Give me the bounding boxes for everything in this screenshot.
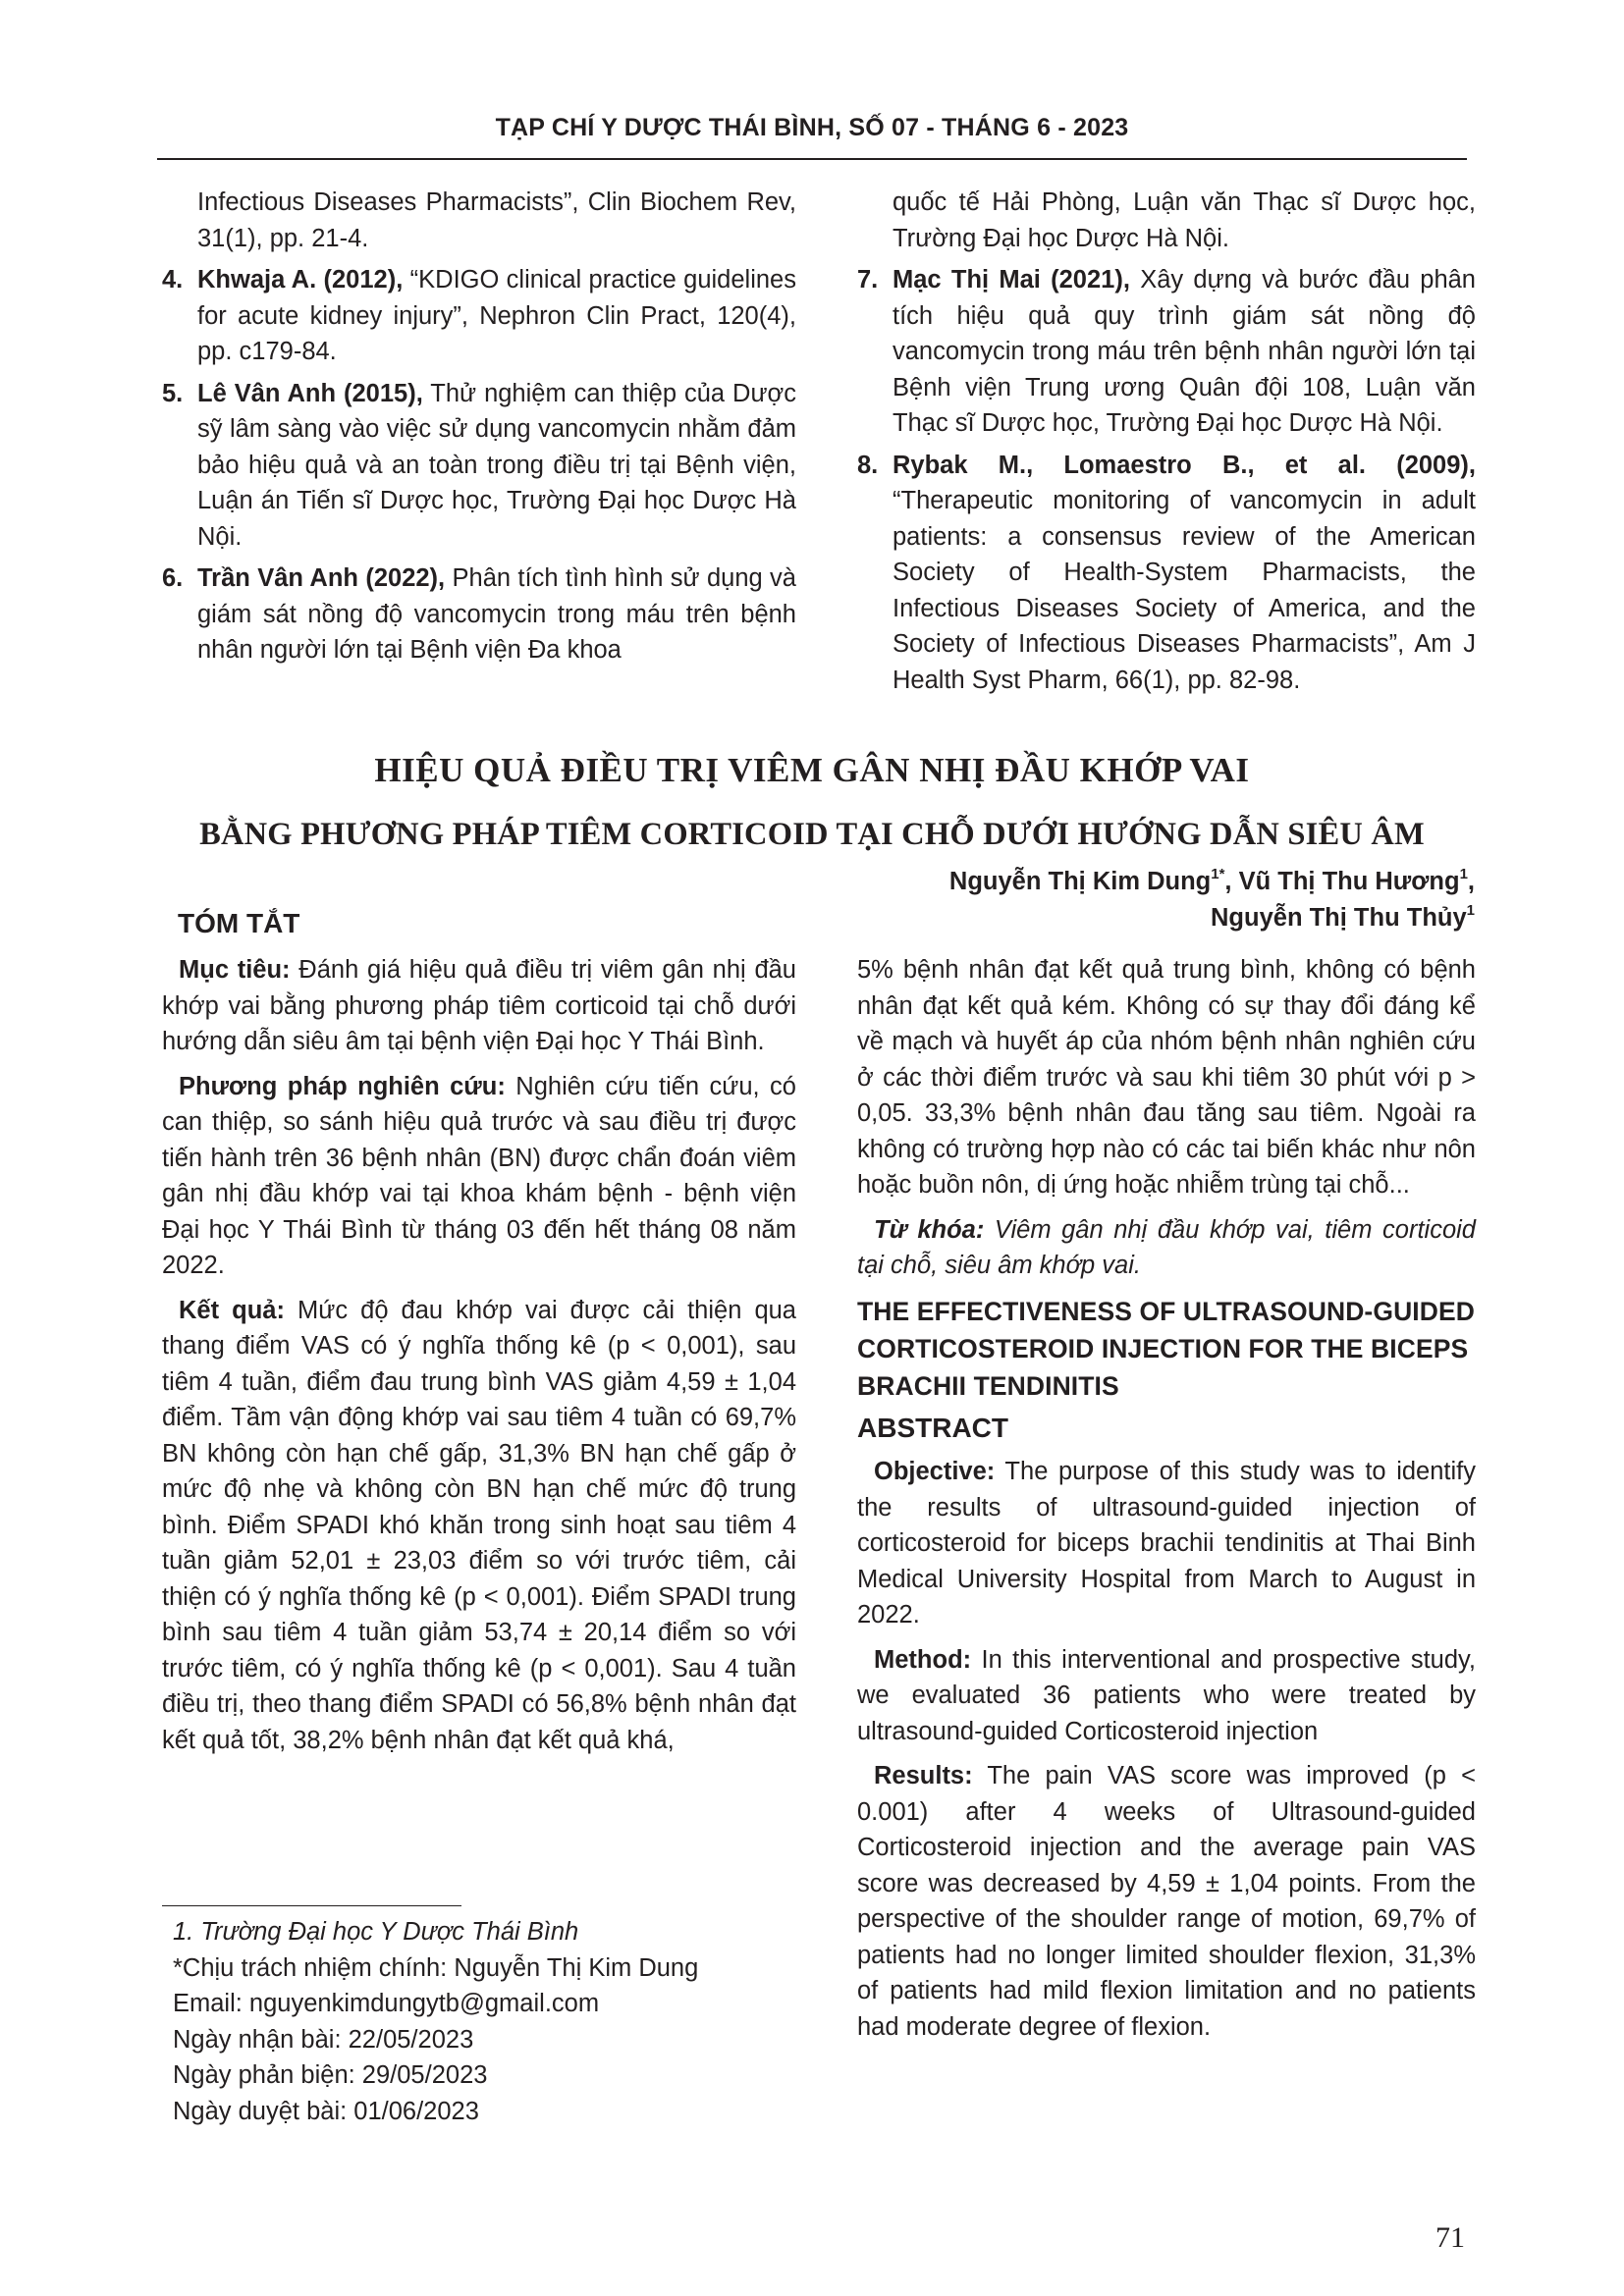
reference-item [857,262,1476,442]
method-text: Nghiên cứu tiến cứu, có can thiệp, so sánh hiệu quả trước và sau điều trị được tiến hành trên 36 bệnh nhân (BN) được chẩn đoán viêm gân nhị đầu khớp vai tại khoa khám bệnh - bệnh viện Đại học Y Thái Bình từ tháng 03 đến hết tháng 08 năm 2022. [162,1072,796,1279]
keywords-label: Từ khóa: [874,1215,985,1244]
reference-author: Rybak M., Lomaestro B., et al. (2009), [893,451,1476,479]
article-title-line-1: HIỆU QUẢ ĐIỀU TRỊ VIÊM GÂN NHỊ ĐẦU KHỚP VAI [374,751,1250,789]
reference-number: 6. [162,564,184,592]
abstract-results-label: Results: [874,1762,973,1789]
keywords [857,1212,1476,1284]
summary-results [162,1293,796,1759]
reference-author: Trần Vân Anh (2022), [197,564,446,592]
reference-text: Thử nghiệm can thiệp của Dược sỹ lâm sàng vào việc sử dụng vancomycin nhằm đảm bảo hiệu quả và an toàn trong điều trị tại Bệnh viện, Luận án Tiến sĩ Dược học, Trường Đại học Dược Hà Nội. [197,379,796,551]
header-rule [157,158,1467,160]
references-right [857,185,1476,704]
abstract-objective-text: The purpose of this study was to identify the results of ultrasound-guided injection of corticosteroid for biceps brachii tendinitis at Thai Binh Medical University Hospital from March to August in 2022. [857,1458,1476,1629]
abstract-objective [857,1454,1476,1633]
reference-number: 8. [857,451,879,479]
abstract-heading: ABSTRACT [857,1412,1008,1443]
reference-text: Xây dựng và bước đầu phân tích hiệu quả quy trình giám sát nồng độ vancomycin trong máu trên bệnh nhân người lớn tại Bệnh viện Trung ương Quân đội 108, Luận văn Thạc sĩ Dược học, Trường Đại học Dược Hà Nội. [893,266,1476,437]
abstract-method-label: Method: [874,1645,972,1674]
authors-line-1 [948,865,1475,896]
reference-author: Mạc Thị Mai (2021), [893,266,1130,294]
footnote-email: Email: nguyenkimdungytb@gmail.com [173,1990,600,2018]
reference-number: 5. [162,379,184,407]
author-name: Nguyễn Thị Kim Dung [948,868,1212,895]
footnote-reviewed: Ngày phản biện: 29/05/2023 [173,2061,488,2090]
reference-item [162,376,796,556]
english-title: THE EFFECTIVENESS OF ULTRASOUND-GUIDED CORTICOSTEROID INJECTION FOR THE BICEPS BRACHII TENDINITIS [857,1296,1476,1401]
running-header: TẠP CHÍ Y DƯỢC THÁI BÌNH, SỐ 07 - THÁNG 6 - 2023 [495,114,1129,141]
results-label: Kết quả: [179,1296,285,1324]
author-name: Nguyễn Thị Thu Thủy [1211,904,1467,932]
summary-heading: TÓM TẮT [178,908,300,938]
method-label: Phương pháp nghiên cứu: [179,1072,506,1100]
footnote-rule [162,1905,461,1906]
abstract-method [857,1642,1476,1750]
authors-line-2 [1211,901,1475,933]
summary-left-column [162,952,796,1767]
reference-item [162,561,796,668]
reference-number: 7. [857,266,879,294]
reference-item [162,262,796,370]
results-text-continued: 5% bệnh nhân đạt kết quả trung bình, không có bệnh nhân đạt kết quả kém. Không có sự thay đổi đáng kể về mạch và huyết áp của nhóm bệnh nhân nghiên cứu ở các thời điểm trước và sau khi tiêm 30 phút với p > 0,05. 33,3% bệnh nhân đau tăng sau tiêm. Ngoài ra không có trường hợp nào có các tai biến khác như nôn hoặc buồn nôn, dị ứng hoặc nhiễm trùng tại chỗ... [857,956,1476,1199]
abstract-results-text: The pain VAS score was improved (p < 0.001) after 4 weeks of Ultrasound-guided Corticosteroid injection and the average pain VAS score was decreased by 4,59 ± 1,04 points. From the perspective of the shoulder range of motion, 69,7% of patients had no longer limited shoulder flexion, 31,3% of patients had mild flexion limitation and no patients had moderate degree of flexion. [857,1762,1476,2041]
summary-results-continued [857,952,1476,1203]
reference-text: Phân tích tình hình sử dụng và giám sát nồng độ vancomycin trong máu trên bệnh nhân người lớn tại Bệnh viện Đa khoa [197,564,796,664]
abstract-objective-label: Objective: [874,1458,996,1485]
reference-text: Infectious Diseases Pharmacists”, Clin Biochem Rev, 31(1), pp. 21-4. [197,188,796,252]
reference-item [162,185,796,256]
summary-method [162,1069,796,1284]
footnote-affiliation: 1. Trường Đại học Y Dược Thái Bình [173,1918,579,1946]
reference-author: Lê Vân Anh (2015), [197,379,423,407]
reference-text: quốc tế Hải Phòng, Luận văn Thạc sĩ Dược học, Trường Đại học Dược Hà Nội. [893,188,1476,252]
results-text: Mức độ đau khớp vai được cải thiện qua thang điểm VAS có ý nghĩa thống kê (p < 0,001), sau tiêm 4 tuần, điểm đau trung bình VAS giảm 4,59 ± 1,04 điểm. Tầm vận động khớp vai sau tiêm 4 tuần có 69,7% BN không còn hạn chế gấp, 31,3% BN hạn chế gấp ở mức độ nhẹ và không còn BN hạn chế mức độ trung bình. Điểm SPADI khó khăn trong sinh hoạt sau tiêm 4 tuần giảm 52,01 ± 23,03 điểm so với trước tiêm, cải thiện có ý nghĩa thống kê (p < 0,001). Điểm SPADI trung bình sau tiêm 4 tuần giảm 53,74 ± 20,14 điểm so với trước tiêm, có ý nghĩa thống kê (p < 0,001). Sau 4 tuần điều trị, theo thang điểm SPADI có 56,8% bệnh nhân đạt kết quả tốt, 38,2% bệnh nhân đạt kết quả khá, [162,1296,796,1754]
footnote-accepted: Ngày duyệt bài: 01/06/2023 [173,2097,479,2125]
objective-label: Mục tiêu: [179,956,291,984]
footnote-corresponding: *Chịu trách nhiệm chính: Nguyễn Thị Kim Dung [173,1953,699,1982]
author-affiliation-mark: 1 [1459,865,1468,882]
summary-objective [162,952,796,1060]
reference-text: “KDIGO clinical practice guidelines for acute kidney injury”, Nephron Clin Pract, 120(4), pp. c179-84. [197,266,796,365]
reference-text: “Therapeutic monitoring of vancomycin in adult patients: a consensus review of the American Society of Health-System Pharmacists, the Infectious Diseases Society of America, and the Society of Infectious Diseases Pharmacists”, Am J Health Syst Pharm, 66(1), pp. 82-98. [893,487,1476,694]
objective-text: Đánh giá hiệu quả điều trị viêm gân nhị đầu khớp vai bằng phương pháp tiêm corticoid tại chỗ dưới hướng dẫn siêu âm tại bệnh viện Đại học Y Thái Bình. [162,956,796,1055]
reference-author: Khwaja A. (2012), [197,266,404,294]
author-affiliation-mark: 1 [1466,901,1475,919]
reference-item [857,448,1476,699]
footnote-received: Ngày nhận bài: 22/05/2023 [173,2025,474,2054]
reference-item [857,185,1476,256]
abstract-method-text: In this interventional and prospective study, we evaluated 36 patients who were treated by ultrasound-guided Corticosteroid injection [857,1645,1476,1745]
abstract-results [857,1758,1476,2045]
reference-number: 4. [162,266,184,294]
author-separator: , [1467,868,1475,895]
author-affiliation-mark: 1* [1211,865,1225,882]
author-name: , Vũ Thị Thu Hương [1224,868,1460,895]
references-left [162,185,796,674]
footnotes [173,1914,698,2130]
article-title-line-2: BẰNG PHƯƠNG PHÁP TIÊM CORTICOID TẠI CHỖ DƯỚI HƯỚNG DẪN SIÊU ÂM [199,817,1425,852]
keywords-text: Viêm gân nhị đầu khớp vai, tiêm corticoid tại chỗ, siêu âm khớp vai. [857,1215,1476,1279]
page-number: 71 [1435,2221,1465,2254]
summary-right-column [857,952,1476,2054]
